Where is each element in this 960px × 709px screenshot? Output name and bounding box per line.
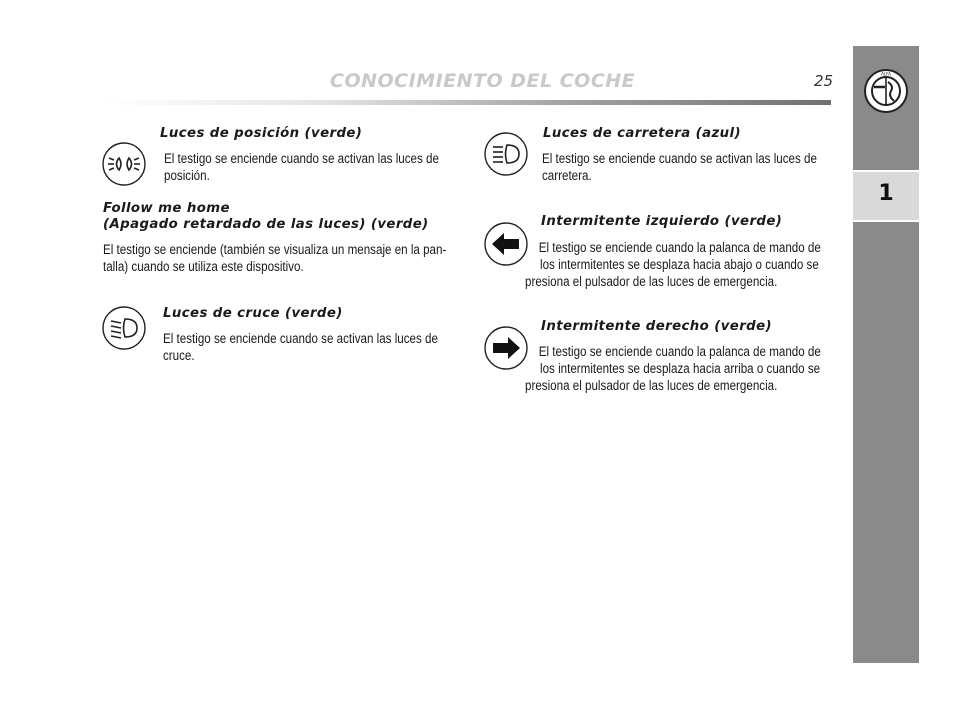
section-text-izquierdo-2: los intermitentes se desplaza hacia abajo o cuando se xyxy=(540,257,819,272)
page-number: 25 xyxy=(814,72,834,90)
section-text-izquierdo: El testigo se enciende cuando la palanca de mando de xyxy=(538,240,821,255)
page-header-title: CONOCIMIENTO DEL COCHE xyxy=(330,70,636,92)
section-text-derecho: El testigo se enciende cuando la palanca de mando de xyxy=(538,344,821,359)
right-turn-arrow-icon xyxy=(484,326,528,370)
alfa-romeo-logo-icon xyxy=(863,68,909,114)
section-text-derecho-3: presiona el pulsador de las luces de emergencia. xyxy=(525,378,778,393)
header-divider xyxy=(103,100,831,105)
chapter-side-tab xyxy=(853,46,919,663)
section-text-posicion: El testigo se enciende cuando se activan las luces de posición. xyxy=(164,151,439,183)
section-title-izquierdo: Intermitente izquierdo (verde) xyxy=(541,214,783,229)
section-title-carretera: Luces de carretera (azul) xyxy=(543,126,741,141)
section-title-cruce: Luces de cruce (verde) xyxy=(163,306,343,321)
section-text-carretera: El testigo se enciende cuando se activan las luces de carretera. xyxy=(542,151,817,183)
left-turn-arrow-icon xyxy=(484,222,528,266)
svg-text:ALFA: ALFA xyxy=(881,71,891,77)
section-text-cruce: El testigo se enciende cuando se activan las luces de cruce. xyxy=(163,331,438,363)
chapter-number: 1 xyxy=(878,181,894,206)
section-title-posicion: Luces de posición (verde) xyxy=(160,126,363,141)
section-title-follow-me-2: (Apagado retardado de las luces) (verde) xyxy=(103,217,429,232)
section-title-derecho: Intermitente derecho (verde) xyxy=(541,319,772,334)
section-text-follow-me: El testigo se enciende (también se visualiza un mensaje en la pan- talla) cuando se utiliza este dispositivo. xyxy=(103,242,447,274)
section-title-follow-me-1: Follow me home xyxy=(103,201,230,216)
low-beam-icon xyxy=(102,306,146,350)
position-lights-icon xyxy=(102,142,146,186)
section-text-derecho-2: los intermitentes se desplaza hacia arriba o cuando se xyxy=(540,361,821,376)
high-beam-icon xyxy=(484,132,528,176)
section-text-izquierdo-3: presiona el pulsador de las luces de emergencia. xyxy=(525,274,778,289)
